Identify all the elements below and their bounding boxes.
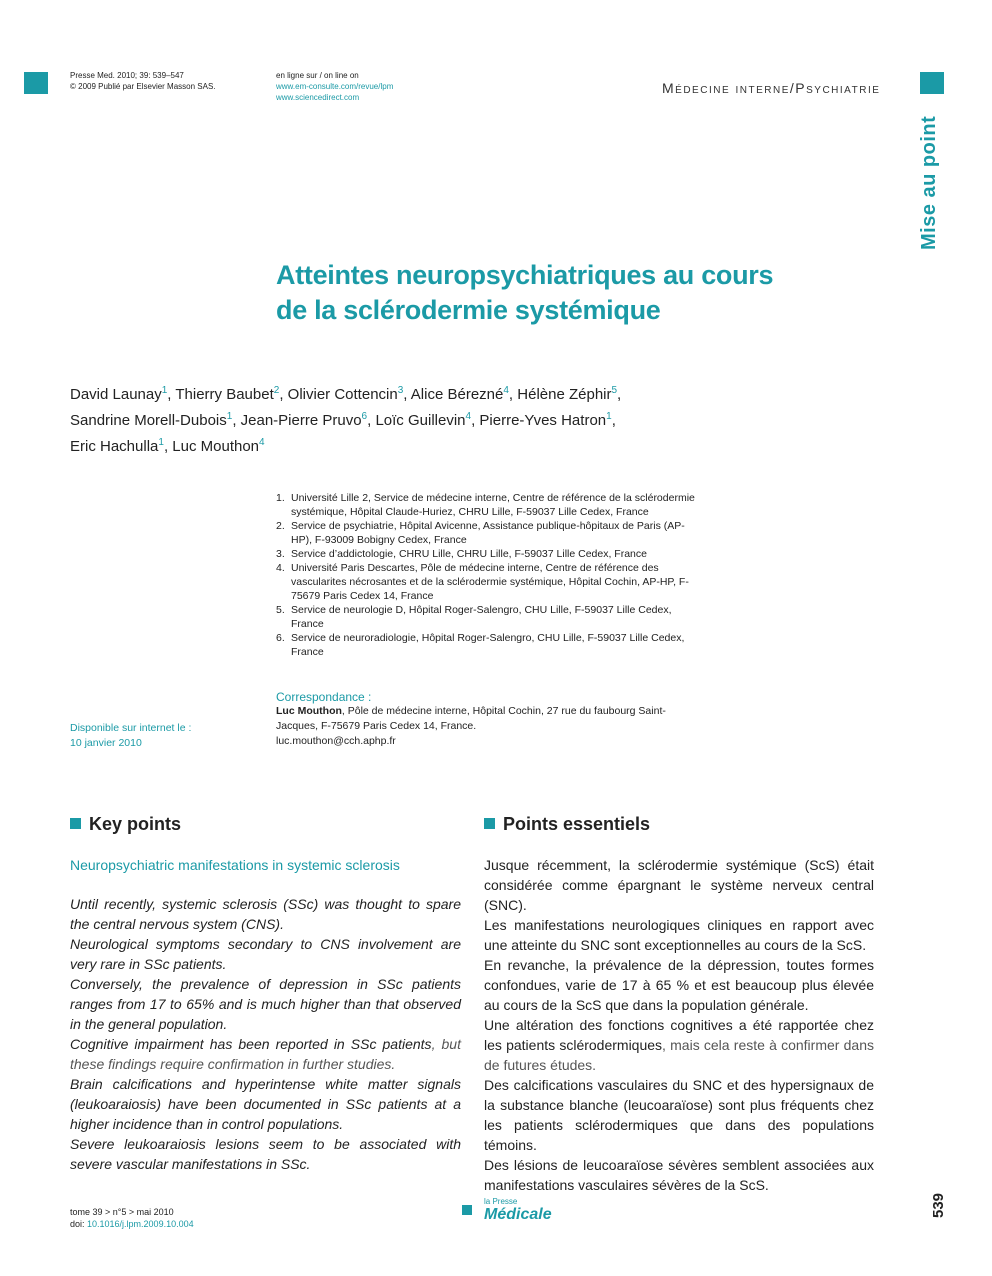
corner-square-left (24, 72, 48, 94)
online-label: en ligne sur / on line on (276, 71, 359, 80)
essential-point: Jusque récemment, la sclérodermie systémique (ScS) était considérée comme épargnant le système nerveux central (SNC). (484, 857, 874, 913)
availability-date: 10 janvier 2010 (70, 737, 142, 749)
footer-issue: tome 39 > n°5 > mai 2010 (70, 1207, 174, 1217)
affiliation-text: Service de psychiatrie, Hôpital Avicenne, Assistance publique-hôpitaux de Paris (AP-HP), F-93009 Bobigny Cedex, France (291, 520, 685, 546)
author-aff: 5 (611, 385, 618, 396)
footer-doi-line (70, 1218, 194, 1230)
points-essentiels-body (484, 855, 874, 1195)
affiliation-item (276, 519, 696, 547)
essential-point: Des lésions de leucoaraïose sévères semblent associées aux manifestations vasculaires sévères de la ScS. (484, 1157, 874, 1193)
author-line3: Eric Hachulla$^1$, Luc Mouthon$^4$ (70, 437, 265, 455)
key-points-subtitle: Neuropsychiatric manifestations in systemic sclerosis (70, 857, 400, 873)
citation-line2: © 2009 Publié par Elsevier Masson SAS. (70, 82, 216, 91)
author-aff: 2 (273, 385, 280, 396)
key-points-heading-text: Key points (89, 814, 182, 834)
affiliation-item (276, 603, 696, 631)
key-point-light: , but these findings require confirmation in further studies. (70, 1036, 461, 1072)
corner-square-right (920, 72, 944, 94)
essential-point: En revanche, la prévalence de la dépression, toutes formes confondues, varie de 17 à 65 % et est beaucoup plus élevée au cours de la ScS que dans la population générale. (484, 957, 874, 1013)
availability (70, 721, 191, 751)
url-em-consulte[interactable]: www.em-consulte.com/revue/lpm (276, 82, 394, 91)
correspondence-email[interactable]: luc.mouthon@cch.aphp.fr (276, 735, 396, 747)
key-point (70, 1034, 461, 1074)
key-point-main: Cognitive impairment has been reported in SSc patients (70, 1036, 432, 1052)
affiliation-list (276, 491, 696, 659)
affiliation-text: Université Lille 2, Service de médecine interne, Centre de référence de la sclérodermie systémique, Hôpital Claude-Huriez, CHRU Lille, F-59037 Lille Cedex, France (291, 492, 695, 518)
author-aff: 4 (503, 385, 509, 396)
affiliation-text: Service de neuroradiologie, Hôpital Roger-Salengro, CHU Lille, F-59037 Lille Cedex, France (291, 632, 685, 658)
author-aff: 1 (161, 385, 168, 396)
essential-point-main: Une altération des fonctions cognitives a été rapportée chez les patients sclérodermiques (484, 1017, 874, 1053)
journal-logo-small: la Presse (484, 1197, 518, 1206)
correspondence-address: , Pôle de médecine interne, Hôpital Cochin, 27 rue du faubourg Saint-Jacques, F-75679 Paris Cedex 14, France. (276, 705, 666, 732)
author-name: Sandrine Morell-Dubois (70, 412, 227, 429)
journal-logo (484, 1195, 552, 1221)
section-heading: Médecine interne/Psychiatrie (662, 80, 881, 96)
points-essentiels-heading (484, 814, 650, 835)
doi-link[interactable]: 10.1016/j.lpm.2009.10.004 (87, 1219, 194, 1229)
correspondence-block (276, 690, 696, 749)
author-list (70, 380, 730, 458)
affiliation-item (276, 547, 696, 561)
author-name: David Launay (70, 386, 162, 403)
key-point: Conversely, the prevalence of depression in SSc patients ranges from 17 to 65% and is much higher than that observed in the general population. (70, 976, 461, 1032)
square-bullet-icon (484, 818, 495, 829)
affiliation-item (276, 491, 696, 519)
affiliation-text: Université Paris Descartes, Pôle de médecine interne, Centre de référence des vascularites nécrosantes et de la sclérodermie systémique, Hôpital Cochin, AP-HP, F-75679 Paris Cedex 14, France (291, 562, 689, 602)
key-point: Brain calcifications and hyperintense white matter signals (leukoaraiosis) have been documented in SSc patients at a higher incidence than in control populations. (70, 1076, 461, 1132)
points-essentiels-heading-text: Points essentiels (503, 814, 651, 834)
affiliation-item (276, 561, 696, 603)
correspondence-name: Luc Mouthon (276, 705, 342, 717)
affiliation-number: 3. (276, 548, 285, 560)
author-aff: 1 (226, 411, 233, 422)
citation-line1: Presse Med. 2010; 39: 539–547 (70, 71, 184, 80)
author-aff: 6 (361, 411, 368, 422)
journal-logo-square (462, 1205, 472, 1215)
author-name: Alice Bérezné (410, 386, 504, 403)
doi-label: doi: (70, 1219, 88, 1229)
article-type-tag: Mise au point (918, 115, 940, 250)
key-point: Until recently, systemic sclerosis (SSc) was thought to spare the central nervous system (CNS). (70, 896, 461, 932)
author-name: Pierre-Yves Hatron (479, 412, 607, 429)
affiliation-number: 2. (276, 520, 285, 532)
author-aff: 1 (158, 437, 164, 448)
affiliation-number: 1. (276, 492, 285, 504)
author-name: Eric Hachulla (70, 438, 159, 455)
affiliation-number: 6. (276, 632, 285, 644)
journal-logo-big: Médicale (484, 1206, 552, 1223)
essential-point: Des calcifications vasculaires du SNC et des hypersignaux de la substance blanche (leucoaraïose) sont plus fréquents chez les patients sclérodermiques que dans des populations témoins. (484, 1077, 874, 1153)
availability-label: Disponible sur internet le : (70, 722, 192, 734)
citation (70, 70, 216, 92)
correspondence-address-block (276, 704, 696, 734)
author-name: Jean-Pierre Pruvo (240, 412, 362, 429)
essential-point-light: , mais cela reste à confirmer dans de futures études. (484, 1037, 874, 1073)
key-point: Neurological symptoms secondary to CNS involvement are very rare in SSc patients. (70, 936, 461, 972)
author-name: Thierry Baubet (175, 386, 274, 403)
correspondence-label: Correspondance : (276, 690, 372, 704)
affiliation-text: Service de neurologie D, Hôpital Roger-Salengro, CHU Lille, F-59037 Lille Cedex, France (291, 604, 672, 630)
square-bullet-icon (70, 818, 81, 829)
key-points-body (70, 894, 461, 1174)
author-name: Luc Mouthon (172, 438, 260, 455)
author-line1: David Launay$^1$, Thierry Baubet$^2$, Olivier Cottencin$^3$, Alice Bérezné$^4$, Hélène Zéphir$^5$, (70, 385, 622, 403)
author-line2: Sandrine Morell-Dubois$^1$, Jean-Pierre Pruvo$^6$, Loïc Guillevin$^4$, Pierre-Yves Hatron$^1$, (70, 411, 616, 429)
author-aff: 1 (606, 411, 612, 422)
footer-citation (70, 1206, 194, 1230)
page-number: 539 (930, 1192, 947, 1218)
essential-point: Les manifestations neurologiques cliniques en rapport avec une atteinte du SNC sont exceptionnelles au cours de la ScS. (484, 917, 874, 953)
essential-point (484, 1015, 874, 1075)
key-points-heading (70, 814, 181, 835)
author-name: Hélène Zéphir (517, 386, 612, 403)
affiliation-text: Service d’addictologie, CHRU Lille, CHRU Lille, F-59037 Lille Cedex, France (291, 548, 647, 560)
author-name: Olivier Cottencin (287, 386, 398, 403)
author-name: Loïc Guillevin (375, 412, 466, 429)
title-line1: Atteintes neuropsychiatriques au cours (276, 260, 774, 290)
url-sciencedirect[interactable]: www.sciencedirect.com (276, 93, 360, 102)
author-aff: 4 (259, 437, 265, 448)
online-links (276, 70, 393, 103)
key-point: Severe leukoaraiosis lesions seem to be associated with severe vascular manifestations in SSc. (70, 1136, 461, 1172)
author-aff: 4 (465, 411, 472, 422)
title-line2: de la sclérodermie systémique (276, 295, 661, 325)
article-title (276, 258, 836, 328)
affiliation-number: 5. (276, 604, 285, 616)
affiliation-number: 4. (276, 562, 285, 574)
affiliation-item (276, 631, 696, 659)
author-aff: 3 (397, 385, 404, 396)
